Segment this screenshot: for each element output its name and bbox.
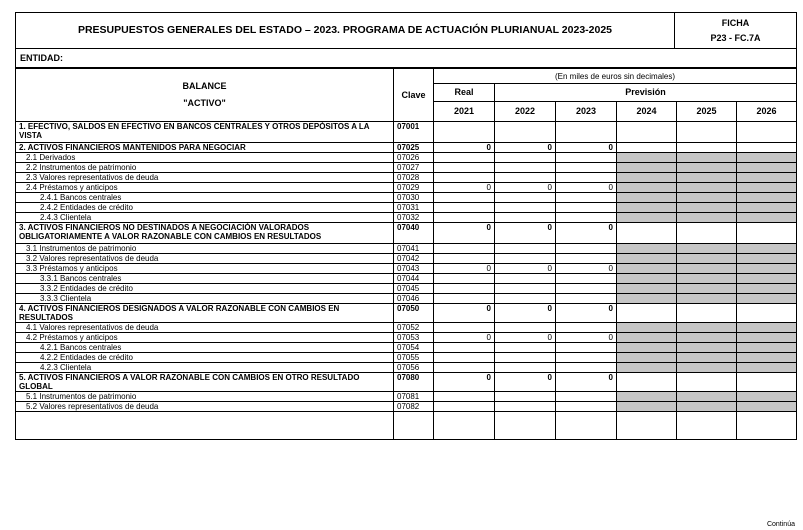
row-clave: 07043 bbox=[394, 264, 434, 274]
value-cell-2022[interactable]: 0 bbox=[495, 373, 556, 392]
forecast-cell-2024 bbox=[617, 163, 677, 173]
row-clave: 07042 bbox=[394, 254, 434, 264]
row-label: 2.4.3 Clientela bbox=[16, 213, 394, 223]
forecast-cell-2024 bbox=[617, 264, 677, 274]
value-cell-2023[interactable] bbox=[556, 254, 617, 264]
balance-rows bbox=[16, 122, 797, 412]
forecast-cell-2025 bbox=[677, 392, 737, 402]
row-clave: 07081 bbox=[394, 392, 434, 402]
value-cell-2023[interactable] bbox=[556, 392, 617, 402]
value-cell-2021[interactable]: 0 bbox=[434, 143, 495, 153]
row-clave: 07050 bbox=[394, 304, 434, 323]
forecast-cell-2026[interactable] bbox=[737, 122, 797, 143]
real-header: Real bbox=[434, 84, 495, 102]
value-cell-2022[interactable] bbox=[495, 244, 556, 254]
forecast-cell-2024 bbox=[617, 203, 677, 213]
forecast-cell-2026 bbox=[737, 193, 797, 203]
balance-row bbox=[16, 244, 797, 254]
activo-title: "ACTIVO" bbox=[183, 98, 226, 108]
forecast-cell-2025 bbox=[677, 254, 737, 264]
forecast-cell-2025 bbox=[677, 163, 737, 173]
forecast-cell-2025 bbox=[677, 153, 737, 163]
forecast-cell-2024[interactable] bbox=[617, 122, 677, 143]
row-clave: 07053 bbox=[394, 333, 434, 343]
value-cell-2022[interactable] bbox=[495, 203, 556, 213]
row-clave: 07030 bbox=[394, 193, 434, 203]
balance-row bbox=[16, 294, 797, 304]
clave-header: Clave bbox=[394, 69, 434, 122]
value-cell-2023[interactable]: 0 bbox=[556, 143, 617, 153]
blank-cell bbox=[495, 412, 556, 440]
row-clave: 07001 bbox=[394, 122, 434, 143]
value-cell-2022[interactable] bbox=[495, 363, 556, 373]
forecast-cell-2025[interactable] bbox=[677, 373, 737, 392]
row-clave: 07055 bbox=[394, 353, 434, 363]
blank-cell bbox=[737, 412, 797, 440]
entidad-label: ENTIDAD: bbox=[16, 49, 797, 68]
row-clave: 07040 bbox=[394, 223, 434, 244]
blank-cell bbox=[556, 412, 617, 440]
value-cell-2022[interactable] bbox=[495, 402, 556, 412]
forecast-cell-2024 bbox=[617, 363, 677, 373]
value-cell-2023[interactable] bbox=[556, 163, 617, 173]
value-cell-2021[interactable] bbox=[434, 173, 495, 183]
row-label: 3.1 Instrumentos de patrimonio bbox=[16, 244, 394, 254]
row-label: 2.4.2 Entidades de crédito bbox=[16, 203, 394, 213]
value-cell-2023[interactable] bbox=[556, 173, 617, 183]
forecast-cell-2025 bbox=[677, 343, 737, 353]
forecast-cell-2024 bbox=[617, 392, 677, 402]
row-clave: 07027 bbox=[394, 163, 434, 173]
row-label: 2.4.1 Bancos centrales bbox=[16, 193, 394, 203]
value-cell-2021[interactable] bbox=[434, 284, 495, 294]
forecast-cell-2026[interactable] bbox=[737, 304, 797, 323]
balance-row bbox=[16, 173, 797, 183]
forecast-cell-2026 bbox=[737, 294, 797, 304]
value-cell-2021[interactable] bbox=[434, 274, 495, 284]
value-cell-2023[interactable] bbox=[556, 284, 617, 294]
value-cell-2022[interactable]: 0 bbox=[495, 183, 556, 193]
blank-cell bbox=[677, 412, 737, 440]
form-title: PRESUPUESTOS GENERALES DEL ESTADO – 2023. PROGRAMA DE ACTUACIÓN PLURIANUAL 2023-2025 bbox=[16, 13, 675, 49]
row-label: 2.2 Instrumentos de patrimonio bbox=[16, 163, 394, 173]
forecast-cell-2025 bbox=[677, 333, 737, 343]
header-table bbox=[15, 12, 797, 68]
forecast-cell-2024 bbox=[617, 244, 677, 254]
forecast-cell-2024[interactable] bbox=[617, 373, 677, 392]
value-cell-2021[interactable] bbox=[434, 244, 495, 254]
balance-row bbox=[16, 143, 797, 153]
value-cell-2022[interactable] bbox=[495, 294, 556, 304]
balance-row bbox=[16, 213, 797, 223]
value-cell-2023[interactable] bbox=[556, 193, 617, 203]
value-cell-2023[interactable]: 0 bbox=[556, 183, 617, 193]
row-label: 3. ACTIVOS FINANCIEROS NO DESTINADOS A NEGOCIACIÓN VALORADOS OBLIGATORIAMENTE A VALOR RAZONABLE CON CAMBIOS EN RESULTADOS bbox=[16, 223, 394, 244]
row-label: 1. EFECTIVO, SALDOS EN EFECTIVO EN BANCOS CENTRALES Y OTROS DEPÓSITOS A LA VISTA bbox=[16, 122, 394, 143]
value-cell-2022[interactable] bbox=[495, 254, 556, 264]
balance-row bbox=[16, 223, 797, 244]
balance-row bbox=[16, 373, 797, 392]
value-cell-2023[interactable] bbox=[556, 353, 617, 363]
prevision-header: Previsión bbox=[495, 84, 797, 102]
forecast-cell-2024 bbox=[617, 254, 677, 264]
row-label: 3.3.2 Entidades de crédito bbox=[16, 284, 394, 294]
row-clave: 07044 bbox=[394, 274, 434, 284]
balance-row bbox=[16, 333, 797, 343]
balance-header bbox=[16, 69, 394, 122]
row-label: 3.2 Valores representativos de deuda bbox=[16, 254, 394, 264]
forecast-cell-2026 bbox=[737, 254, 797, 264]
forecast-cell-2025[interactable] bbox=[677, 223, 737, 244]
value-cell-2022[interactable] bbox=[495, 213, 556, 223]
forecast-cell-2025 bbox=[677, 284, 737, 294]
value-cell-2021[interactable]: 0 bbox=[434, 333, 495, 343]
forecast-cell-2026 bbox=[737, 323, 797, 333]
forecast-cell-2025 bbox=[677, 294, 737, 304]
value-cell-2022[interactable] bbox=[495, 274, 556, 284]
forecast-cell-2026[interactable] bbox=[737, 143, 797, 153]
forecast-cell-2026 bbox=[737, 274, 797, 284]
row-label: 3.3.3 Clientela bbox=[16, 294, 394, 304]
forecast-cell-2025 bbox=[677, 264, 737, 274]
value-cell-2022[interactable] bbox=[495, 122, 556, 143]
forecast-cell-2024 bbox=[617, 284, 677, 294]
row-clave: 07056 bbox=[394, 363, 434, 373]
forecast-cell-2026 bbox=[737, 392, 797, 402]
balance-row bbox=[16, 153, 797, 163]
forecast-cell-2026 bbox=[737, 353, 797, 363]
value-cell-2023[interactable] bbox=[556, 213, 617, 223]
value-cell-2021[interactable] bbox=[434, 343, 495, 353]
row-clave: 07054 bbox=[394, 343, 434, 353]
forecast-cell-2026 bbox=[737, 153, 797, 163]
blank-row bbox=[16, 412, 797, 440]
value-cell-2022[interactable] bbox=[495, 353, 556, 363]
forecast-cell-2025 bbox=[677, 274, 737, 284]
row-label: 2.3 Valores representativos de deuda bbox=[16, 173, 394, 183]
forecast-cell-2025 bbox=[677, 363, 737, 373]
balance-row bbox=[16, 402, 797, 412]
value-cell-2022[interactable] bbox=[495, 163, 556, 173]
row-label: 4.2.2 Entidades de crédito bbox=[16, 353, 394, 363]
year-header: 2024 bbox=[617, 102, 677, 122]
row-label: 3.3 Préstamos y anticipos bbox=[16, 264, 394, 274]
forecast-cell-2025 bbox=[677, 402, 737, 412]
forecast-cell-2026 bbox=[737, 264, 797, 274]
row-label: 4. ACTIVOS FINANCIEROS DESIGNADOS A VALOR RAZONABLE CON CAMBIOS EN RESULTADOS bbox=[16, 304, 394, 323]
value-cell-2021[interactable] bbox=[434, 392, 495, 402]
forecast-cell-2026 bbox=[737, 402, 797, 412]
forecast-cell-2026 bbox=[737, 213, 797, 223]
forecast-cell-2024 bbox=[617, 353, 677, 363]
balance-row bbox=[16, 183, 797, 193]
value-cell-2021[interactable]: 0 bbox=[434, 223, 495, 244]
row-label: 5.1 Instrumentos de patrimonio bbox=[16, 392, 394, 402]
form-frame bbox=[15, 12, 796, 440]
balance-row bbox=[16, 343, 797, 353]
value-cell-2022[interactable] bbox=[495, 343, 556, 353]
row-clave: 07041 bbox=[394, 244, 434, 254]
value-cell-2022[interactable]: 0 bbox=[495, 304, 556, 323]
blank-cell bbox=[434, 412, 495, 440]
value-cell-2023[interactable] bbox=[556, 244, 617, 254]
year-header: 2022 bbox=[495, 102, 556, 122]
forecast-cell-2025 bbox=[677, 353, 737, 363]
balance-row bbox=[16, 122, 797, 143]
forecast-cell-2025 bbox=[677, 193, 737, 203]
value-cell-2022[interactable] bbox=[495, 193, 556, 203]
value-cell-2023[interactable] bbox=[556, 294, 617, 304]
forecast-cell-2026 bbox=[737, 343, 797, 353]
forecast-cell-2024 bbox=[617, 173, 677, 183]
forecast-cell-2024[interactable] bbox=[617, 223, 677, 244]
value-cell-2023[interactable] bbox=[556, 153, 617, 163]
value-cell-2021[interactable] bbox=[434, 254, 495, 264]
row-clave: 07028 bbox=[394, 173, 434, 183]
ficha-label: FICHA bbox=[721, 17, 750, 28]
balance-row bbox=[16, 264, 797, 274]
value-cell-2023[interactable]: 0 bbox=[556, 373, 617, 392]
forecast-cell-2025[interactable] bbox=[677, 304, 737, 323]
year-header: 2023 bbox=[556, 102, 617, 122]
forecast-cell-2026 bbox=[737, 163, 797, 173]
forecast-cell-2025 bbox=[677, 183, 737, 193]
row-clave: 07046 bbox=[394, 294, 434, 304]
value-cell-2023[interactable]: 0 bbox=[556, 223, 617, 244]
balance-row bbox=[16, 203, 797, 213]
value-cell-2021[interactable]: 0 bbox=[434, 304, 495, 323]
balance-row bbox=[16, 274, 797, 284]
continua-note: Continúa bbox=[766, 521, 795, 528]
ficha-box bbox=[675, 13, 797, 49]
balance-row bbox=[16, 323, 797, 333]
row-clave: 07029 bbox=[394, 183, 434, 193]
value-cell-2023[interactable] bbox=[556, 274, 617, 284]
value-cell-2021[interactable]: 0 bbox=[434, 264, 495, 274]
forecast-cell-2025 bbox=[677, 173, 737, 183]
value-cell-2022[interactable] bbox=[495, 392, 556, 402]
value-cell-2021[interactable] bbox=[434, 153, 495, 163]
balance-row bbox=[16, 353, 797, 363]
value-cell-2022[interactable] bbox=[495, 173, 556, 183]
row-clave: 07080 bbox=[394, 373, 434, 392]
value-cell-2023[interactable] bbox=[556, 323, 617, 333]
balance-title: BALANCE bbox=[182, 81, 227, 91]
balance-row bbox=[16, 163, 797, 173]
balance-row bbox=[16, 254, 797, 264]
value-cell-2023[interactable]: 0 bbox=[556, 264, 617, 274]
forecast-cell-2024 bbox=[617, 333, 677, 343]
forecast-cell-2026[interactable] bbox=[737, 223, 797, 244]
year-header: 2021 bbox=[434, 102, 495, 122]
forecast-cell-2024 bbox=[617, 323, 677, 333]
value-cell-2021[interactable] bbox=[434, 203, 495, 213]
forecast-cell-2026 bbox=[737, 203, 797, 213]
value-cell-2022[interactable]: 0 bbox=[495, 333, 556, 343]
balance-row bbox=[16, 304, 797, 323]
forecast-cell-2025 bbox=[677, 244, 737, 254]
forecast-cell-2024 bbox=[617, 153, 677, 163]
value-cell-2022[interactable]: 0 bbox=[495, 223, 556, 244]
value-cell-2023[interactable] bbox=[556, 363, 617, 373]
forecast-cell-2024 bbox=[617, 343, 677, 353]
blank-cell bbox=[394, 412, 434, 440]
balance-table bbox=[15, 68, 797, 440]
units-note: (En miles de euros sin decimales) bbox=[434, 69, 797, 84]
forecast-cell-2026[interactable] bbox=[737, 373, 797, 392]
value-cell-2023[interactable]: 0 bbox=[556, 333, 617, 343]
forecast-cell-2024 bbox=[617, 294, 677, 304]
forecast-cell-2026 bbox=[737, 183, 797, 193]
year-header: 2025 bbox=[677, 102, 737, 122]
forecast-cell-2024 bbox=[617, 274, 677, 284]
value-cell-2022[interactable] bbox=[495, 153, 556, 163]
forecast-cell-2024[interactable] bbox=[617, 304, 677, 323]
row-label: 4.2.1 Bancos centrales bbox=[16, 343, 394, 353]
value-cell-2023[interactable] bbox=[556, 203, 617, 213]
row-clave: 07031 bbox=[394, 203, 434, 213]
forecast-cell-2024 bbox=[617, 213, 677, 223]
value-cell-2021[interactable] bbox=[434, 323, 495, 333]
value-cell-2022[interactable]: 0 bbox=[495, 143, 556, 153]
value-cell-2021[interactable] bbox=[434, 294, 495, 304]
row-clave: 07032 bbox=[394, 213, 434, 223]
row-clave: 07025 bbox=[394, 143, 434, 153]
value-cell-2021[interactable] bbox=[434, 213, 495, 223]
forecast-cell-2025 bbox=[677, 203, 737, 213]
value-cell-2022[interactable] bbox=[495, 323, 556, 333]
row-label: 3.3.1 Bancos centrales bbox=[16, 274, 394, 284]
forecast-cell-2024[interactable] bbox=[617, 143, 677, 153]
row-label: 2. ACTIVOS FINANCIEROS MANTENIDOS PARA NEGOCIAR bbox=[16, 143, 394, 153]
forecast-cell-2024 bbox=[617, 183, 677, 193]
value-cell-2023[interactable]: 0 bbox=[556, 304, 617, 323]
blank-cell bbox=[16, 412, 394, 440]
value-cell-2021[interactable] bbox=[434, 353, 495, 363]
year-header: 2026 bbox=[737, 102, 797, 122]
value-cell-2023[interactable] bbox=[556, 122, 617, 143]
forecast-cell-2026 bbox=[737, 173, 797, 183]
balance-row bbox=[16, 193, 797, 203]
forecast-cell-2026 bbox=[737, 333, 797, 343]
row-clave: 07026 bbox=[394, 153, 434, 163]
value-cell-2023[interactable] bbox=[556, 402, 617, 412]
row-label: 4.2 Préstamos y anticipos bbox=[16, 333, 394, 343]
row-clave: 07045 bbox=[394, 284, 434, 294]
value-cell-2021[interactable] bbox=[434, 193, 495, 203]
value-cell-2021[interactable]: 0 bbox=[434, 183, 495, 193]
value-cell-2021[interactable] bbox=[434, 122, 495, 143]
forecast-cell-2026 bbox=[737, 284, 797, 294]
value-cell-2023[interactable] bbox=[556, 343, 617, 353]
balance-row bbox=[16, 392, 797, 402]
row-label: 4.1 Valores representativos de deuda bbox=[16, 323, 394, 333]
forecast-cell-2026 bbox=[737, 363, 797, 373]
forecast-cell-2025 bbox=[677, 323, 737, 333]
forecast-cell-2025[interactable] bbox=[677, 122, 737, 143]
value-cell-2022[interactable]: 0 bbox=[495, 264, 556, 274]
value-cell-2021[interactable] bbox=[434, 363, 495, 373]
value-cell-2021[interactable] bbox=[434, 163, 495, 173]
ficha-code: P23 - FC.7A bbox=[710, 32, 761, 43]
balance-row bbox=[16, 363, 797, 373]
value-cell-2021[interactable]: 0 bbox=[434, 373, 495, 392]
forecast-cell-2025 bbox=[677, 213, 737, 223]
row-label: 2.4 Préstamos y anticipos bbox=[16, 183, 394, 193]
value-cell-2022[interactable] bbox=[495, 284, 556, 294]
row-label: 5. ACTIVOS FINANCIEROS A VALOR RAZONABLE CON CAMBIOS EN OTRO RESULTADO GLOBAL bbox=[16, 373, 394, 392]
forecast-cell-2026 bbox=[737, 244, 797, 254]
row-clave: 07082 bbox=[394, 402, 434, 412]
forecast-cell-2024 bbox=[617, 402, 677, 412]
row-label: 2.1 Derivados bbox=[16, 153, 394, 163]
balance-row bbox=[16, 284, 797, 294]
value-cell-2021[interactable] bbox=[434, 402, 495, 412]
forecast-cell-2024 bbox=[617, 193, 677, 203]
row-label: 4.2.3 Clientela bbox=[16, 363, 394, 373]
forecast-cell-2025[interactable] bbox=[677, 143, 737, 153]
row-clave: 07052 bbox=[394, 323, 434, 333]
row-label: 5.2 Valores representativos de deuda bbox=[16, 402, 394, 412]
blank-cell bbox=[617, 412, 677, 440]
